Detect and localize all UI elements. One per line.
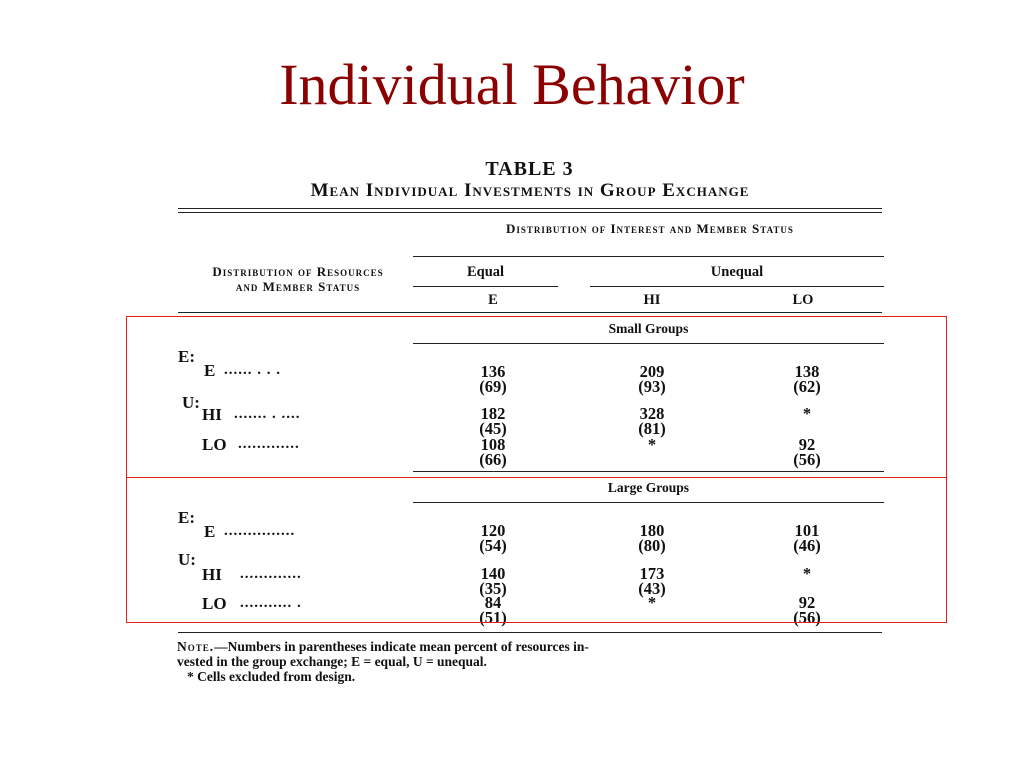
- row-label: LO: [202, 435, 227, 454]
- leader-dots: ....... . ....: [234, 406, 301, 422]
- equal-rule: [413, 286, 558, 287]
- row-label: HI: [202, 565, 222, 584]
- cell-percent: (35): [479, 579, 507, 598]
- row-label: E: [204, 522, 216, 541]
- col-header-hi: HI: [643, 292, 661, 308]
- cell-percent: (54): [479, 536, 507, 555]
- table-bottom-rule: [178, 632, 882, 633]
- cell-percent: (93): [638, 377, 666, 396]
- cell-percent: (81): [638, 419, 666, 438]
- cell-percent: (80): [638, 536, 666, 555]
- top-rule: [178, 208, 882, 209]
- cell-value: *: [802, 564, 812, 583]
- cell-value: 120: [480, 521, 506, 540]
- col-header-equal: Equal: [466, 264, 505, 280]
- cell-percent: (62): [793, 377, 821, 396]
- header-bottom-rule: [178, 312, 882, 313]
- cell-value: 140: [480, 564, 506, 583]
- large-groups-highlight-box: [126, 477, 947, 623]
- cell-percent: (56): [793, 608, 821, 627]
- table-number: TABLE 3: [485, 158, 574, 180]
- cell-value: *: [647, 593, 657, 612]
- small-e-group-label: E:: [178, 347, 195, 366]
- cell-percent: (51): [479, 608, 507, 627]
- interest-rule: [413, 256, 884, 257]
- leader-dots: ...............: [224, 523, 296, 539]
- leader-dots: .............: [238, 436, 300, 452]
- note-line-1: —Numbers in parentheses indicate mean percent of resources in-: [214, 639, 589, 654]
- small-groups-label: Small Groups: [608, 321, 689, 336]
- leader-dots: ...... . . .: [224, 362, 281, 378]
- cell-value: 182: [480, 404, 506, 423]
- table-caption: Mean Individual Investments in Group Exchange: [310, 180, 750, 201]
- col-header-e: E: [488, 292, 498, 308]
- note-line-2: vested in the group exchange; E = equal, U = unequal.: [177, 654, 487, 669]
- row-label: E: [204, 361, 216, 380]
- row-label: HI: [202, 405, 222, 424]
- large-e-group-label: E:: [178, 508, 195, 527]
- large-u-group-label: U:: [178, 550, 196, 569]
- row-label: LO: [202, 594, 227, 613]
- cell-value: 328: [639, 404, 665, 423]
- leader-dots: ........... .: [240, 595, 302, 611]
- cell-value: 108: [480, 435, 506, 454]
- cell-value: 92: [798, 435, 816, 454]
- col-header-unequal: Unequal: [710, 264, 764, 280]
- cell-percent: (45): [479, 419, 507, 438]
- top-rule-double: [178, 212, 882, 213]
- row-header: Distribution of Resources and Member Status: [212, 264, 384, 294]
- table-note: [177, 639, 887, 684]
- cell-percent: (56): [793, 450, 821, 469]
- slide-title: Individual Behavior: [279, 52, 745, 117]
- note-label: Note.: [177, 639, 215, 654]
- cell-value: *: [802, 404, 812, 423]
- cell-value: *: [647, 435, 657, 454]
- cell-percent: (46): [793, 536, 821, 555]
- small-u-group-label: U:: [182, 393, 200, 412]
- cell-value: 209: [639, 362, 665, 381]
- small-groups-highlight-box: [126, 316, 947, 478]
- note-line-3: * Cells excluded from design.: [187, 669, 356, 684]
- cell-percent: (43): [638, 579, 666, 598]
- cell-value: 173: [639, 564, 665, 583]
- col-header-lo: LO: [792, 292, 814, 308]
- cell-value: 101: [794, 521, 820, 540]
- interest-header: Distribution of Interest and Member Status: [506, 221, 794, 236]
- cell-value: 138: [794, 362, 820, 381]
- cell-value: 92: [798, 593, 816, 612]
- large-groups-label: Large Groups: [607, 480, 690, 495]
- unequal-rule: [590, 286, 884, 287]
- cell-percent: (66): [479, 450, 507, 469]
- leader-dots: .............: [240, 566, 302, 582]
- cell-value: 136: [480, 362, 506, 381]
- cell-percent: (69): [479, 377, 507, 396]
- cell-value: 84: [484, 593, 502, 612]
- cell-value: 180: [639, 521, 665, 540]
